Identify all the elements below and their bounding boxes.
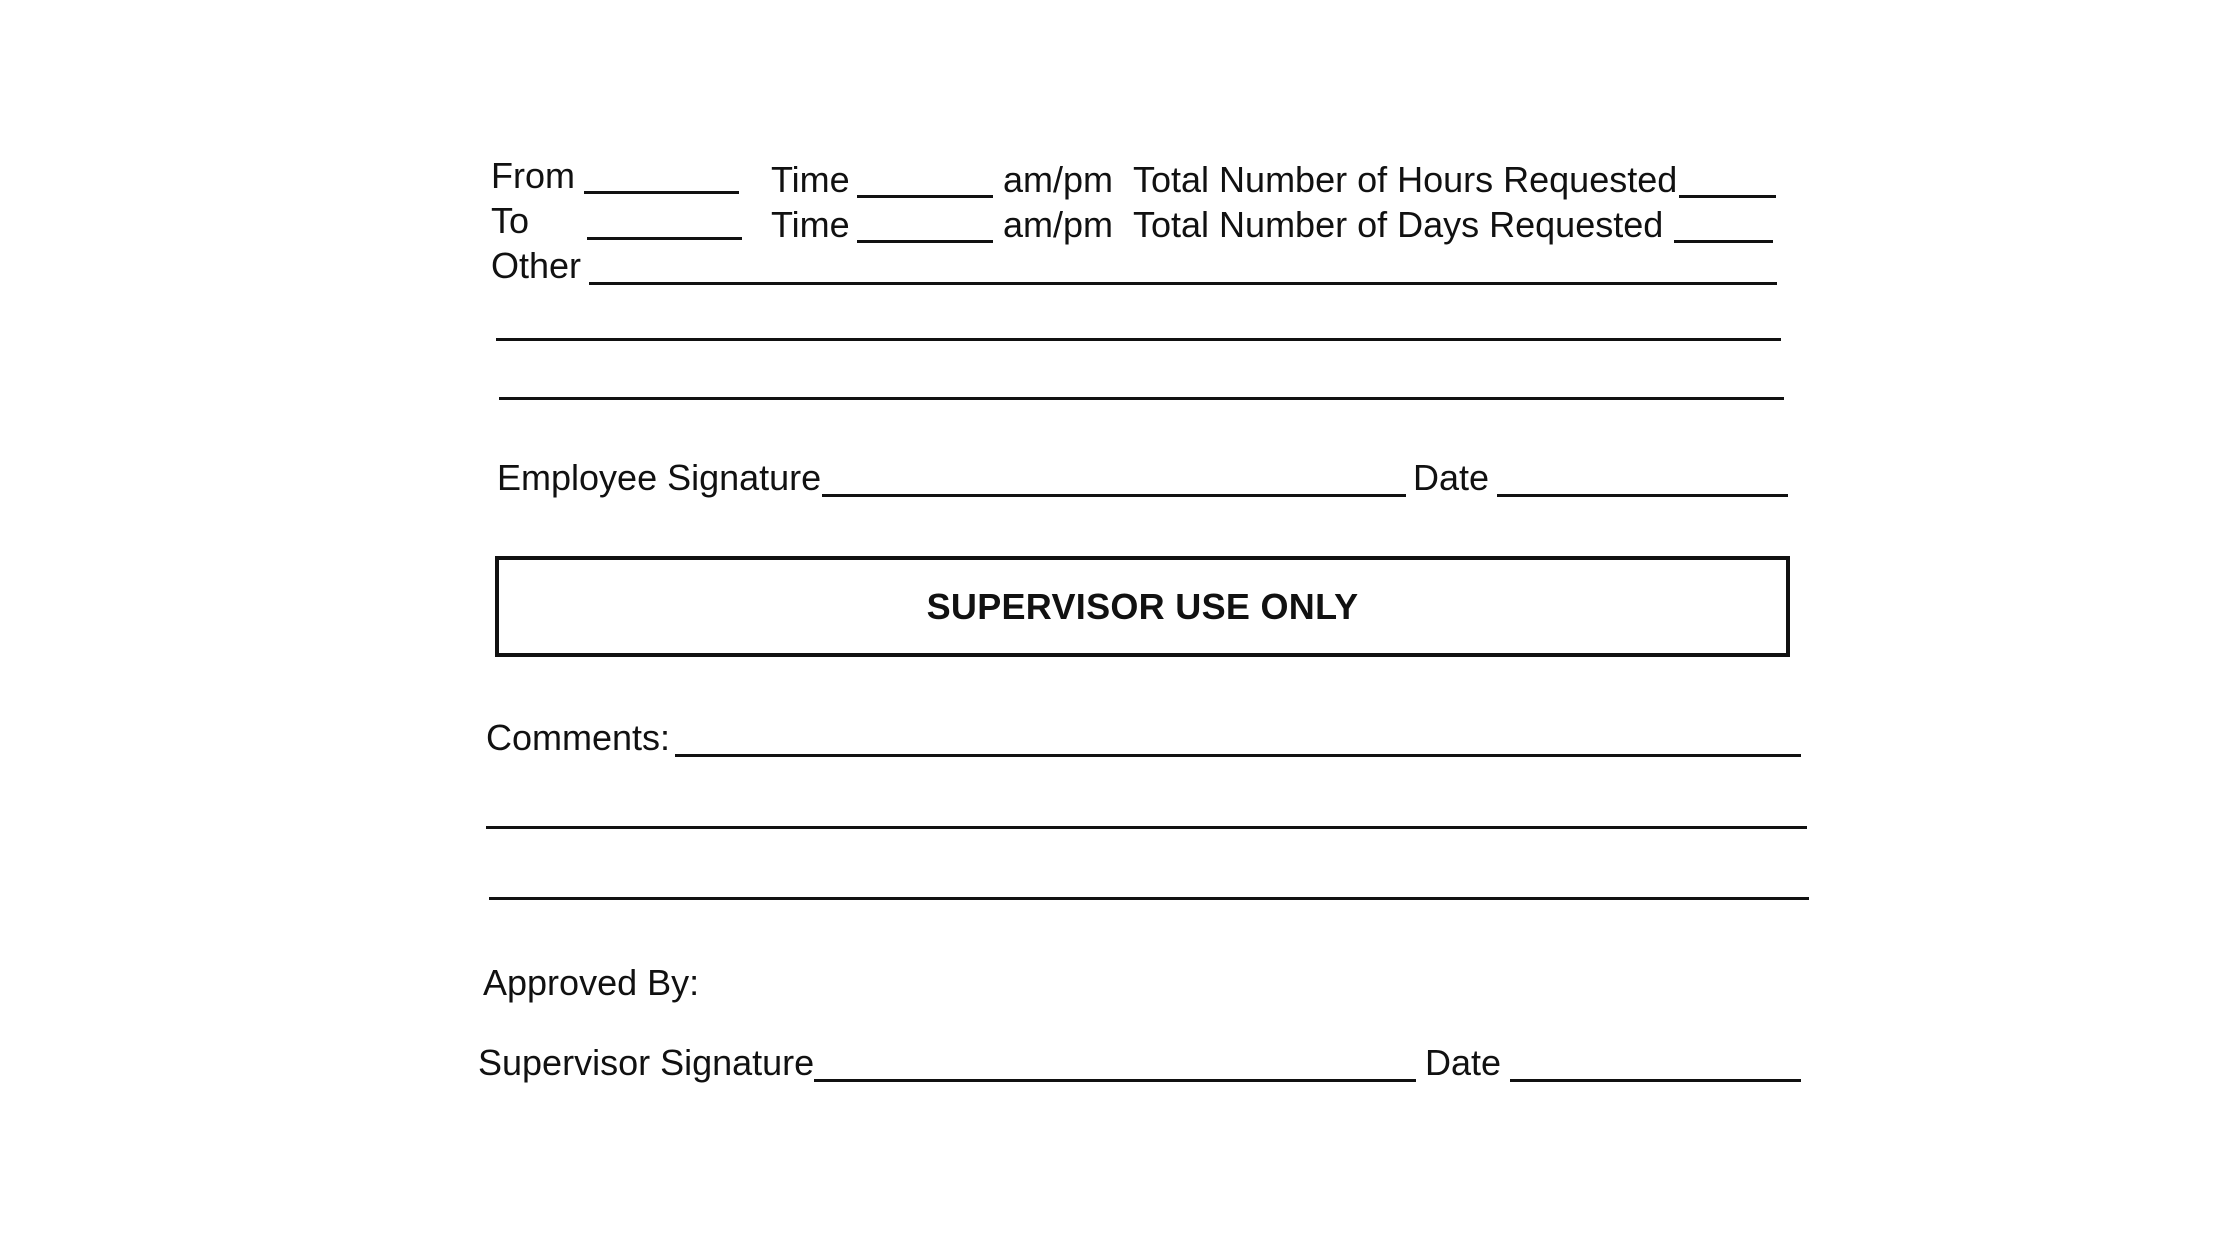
ampm-label-to: am/pm: [1003, 204, 1114, 245]
days-requested-field[interactable]: [1674, 240, 1773, 243]
comments-field-line-3[interactable]: [489, 897, 1809, 900]
to-date-field[interactable]: [587, 237, 742, 240]
supervisor-use-only-title: SUPERVISOR USE ONLY: [926, 585, 1359, 627]
supervisor-signature-field[interactable]: [814, 1079, 1416, 1082]
hours-requested-field[interactable]: [1679, 195, 1776, 198]
supervisor-use-only-box: [495, 556, 1790, 657]
other-field-line-1[interactable]: [589, 282, 1777, 285]
other-label: Other: [491, 245, 582, 286]
to-time-field[interactable]: [857, 240, 993, 243]
approved-by-label: Approved By:: [483, 962, 700, 1003]
hours-requested-label: Total Number of Hours Requested: [1133, 159, 1678, 200]
other-field-line-3[interactable]: [499, 397, 1784, 400]
other-field-line-2[interactable]: [496, 338, 1781, 341]
time-label-to: Time: [771, 204, 850, 245]
ampm-label-from: am/pm: [1003, 159, 1114, 200]
comments-field-line-1[interactable]: [675, 754, 1801, 757]
time-label-from: Time: [771, 159, 850, 200]
employee-signature-field[interactable]: [822, 494, 1406, 497]
from-date-field[interactable]: [584, 191, 739, 194]
employee-date-label: Date: [1413, 457, 1490, 498]
employee-signature-label: Employee Signature: [497, 457, 822, 498]
supervisor-signature-label: Supervisor Signature: [478, 1042, 815, 1083]
comments-field-line-2[interactable]: [486, 826, 1807, 829]
to-label: To: [491, 200, 530, 241]
from-label: From: [491, 155, 575, 196]
days-requested-label: Total Number of Days Requested: [1133, 204, 1664, 245]
supervisor-date-field[interactable]: [1510, 1079, 1801, 1082]
employee-date-field[interactable]: [1497, 494, 1788, 497]
comments-label: Comments:: [486, 717, 671, 758]
supervisor-date-label: Date: [1425, 1042, 1502, 1083]
from-time-field[interactable]: [857, 195, 993, 198]
